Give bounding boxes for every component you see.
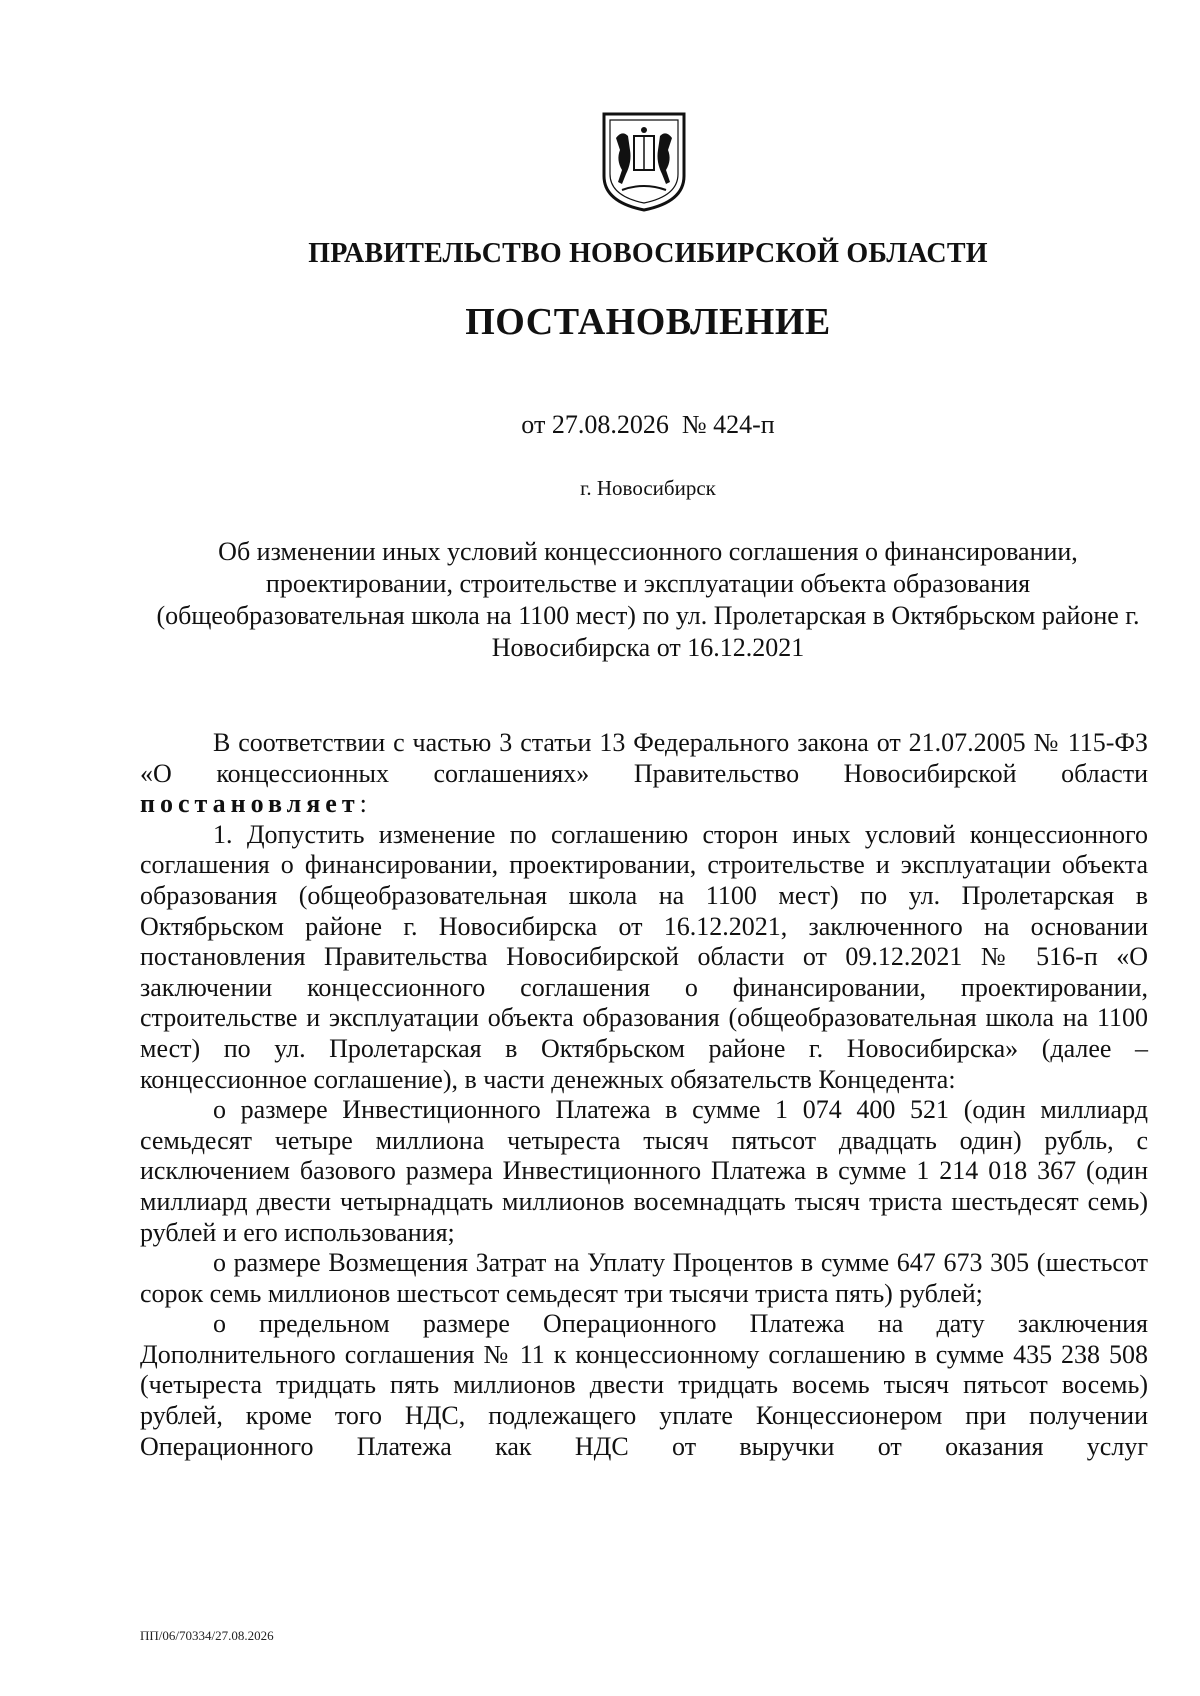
preamble-paragraph [140,728,1148,820]
coat-of-arms-icon [600,110,688,214]
document-body [140,728,1148,1462]
subitem-investment-payment: о размере Инвестиционного Платежа в сумме 1 074 400 521 (один миллиард семьдесят четыре миллиона четыреста тысяч пятьсот двадцать один) рубль, с исключением базового размера Инвестиционного Платежа в сумме 1 214 018 367 (один миллиард двести четырнадцать миллионов восемнадцать тысяч триста шестьдесят семь) рублей и его использования; [140,1095,1148,1247]
document-type-heading: ПОСТАНОВЛЕНИЕ [465,301,831,343]
document-date-number: от 27.08.2026 № 424-п [521,410,775,439]
document-subject: Об изменении иных условий концессионного соглашения о финансировании, проектировании, строительстве и эксплуатации объекта образования (общеобразовательная школа на 1100 мест) по ул. Пролетарская в Октябрьском районе г. Новосибирска от 16.12.2021 [156,537,1140,662]
footer-document-code: ПП/06/70334/27.08.2026 [140,1628,274,1643]
preamble-text: В соответствии с частью 3 статьи 13 Федерального закона от 21.07.2005 № 115-ФЗ «О концессионных соглашениях» Правительство Новосибирской области [140,728,1148,788]
subitem-operational-payment: о предельном размере Операционного Платежа на дату заключения Дополнительного соглашения № 11 к концессионному соглашению в сумме 435 238 508 (четыреста тридцать пять миллионов двести тридцать восемь тысяч пятьсот восемь) рублей, кроме того НДС, подлежащего уплате Концессионером при получении Операционного Платежа как НДС от выручки от оказания услуг [140,1309,1148,1461]
document-city: г. Новосибирск [580,476,716,500]
preamble-end: : [359,789,367,819]
subitem-interest-compensation: о размере Возмещения Затрат на Уплату Процентов в сумме 647 673 305 (шестьсот сорок семь миллионов шестьсот семьдесят три тысячи триста пять) рублей; [140,1248,1148,1308]
government-title: ПРАВИТЕЛЬСТВО НОВОСИБИРСКОЙ ОБЛАСТИ [308,238,988,269]
item-1-paragraph: 1. Допустить изменение по соглашению сторон иных условий концессионного соглашения о финансировании, проектировании, строительстве и эксплуатации объекта образования (общеобразовательная школа на 1100 мест) по ул. Пролетарская в Октябрьском районе г. Новосибирска от 16.12.2021, заключенного на основании постановления Правительства Новосибирской области от 09.12.2021 № 516-п «О заключении концессионного соглашения о финансировании, проектировании, строительстве и эксплуатации объекта образования (общеобразовательная школа на 1100 мест) по ул. Пролетарская в Октябрьском районе г. Новосибирска» (далее – концессионное соглашение), в части денежных обязательств Концедента: [140,819,1148,1094]
preamble-keyword: постановляет [140,789,360,819]
